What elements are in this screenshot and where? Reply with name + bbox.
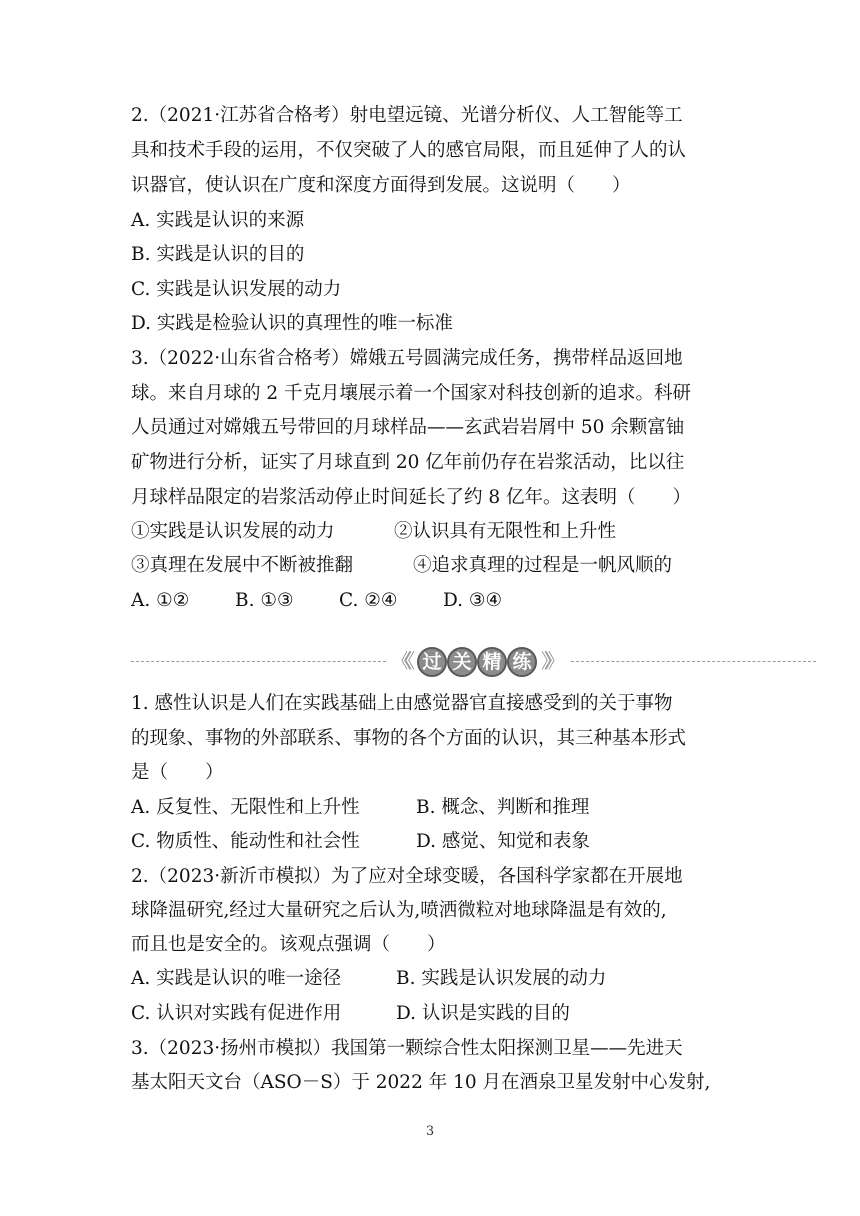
p2-option-d: D. 认识是实践的目的	[396, 1003, 570, 1024]
q3-line-3: 人员通过对嫦娥五号带回的月球样品——玄武岩岩屑中 50 余颗富铀	[131, 417, 685, 438]
p2-options-row-1	[131, 966, 606, 992]
q2-option-a: A. 实践是认识的来源	[131, 210, 305, 231]
p1-line-3: 是（ ）	[131, 762, 224, 783]
q3-line-5: 月球样品限定的岩浆活动停止时间延长了约 8 亿年。这表明（ ）	[131, 487, 692, 508]
banner-char-2: 关	[447, 647, 477, 677]
chevron-right-icon: 》》	[541, 649, 559, 673]
q3-option-d: D. ③④	[443, 590, 503, 611]
p2-line-2: 球降温研究,经过大量研究之后认为,喷洒微粒对地球降温是有效的,	[131, 900, 667, 921]
q2-option-c: C. 实践是认识发展的动力	[131, 279, 342, 300]
p1-options-row-1	[131, 795, 589, 821]
q3-item-3: ③真理在发展中不断被推翻	[131, 555, 354, 576]
p3-line-2: 基太阳天文台（ASO－S）于 2022 年 10 月在酒泉卫星发射中心发射,	[131, 1072, 711, 1093]
q3-option-c: C. ②④	[339, 590, 398, 611]
p1-options-row-2	[131, 829, 590, 855]
q3-options	[131, 588, 502, 614]
p3-line-1: 3.（2023·扬州市模拟）我国第一颗综合性太阳探测卫星——先进天	[131, 1038, 683, 1059]
q2-line-1: 2.（2021·江苏省合格考）射电望远镜、光谱分析仪、人工智能等工	[131, 105, 683, 126]
q2-option-d: D. 实践是检验认识的真理性的唯一标准	[131, 313, 453, 334]
p1-option-a: A. 反复性、无限性和上升性	[131, 797, 360, 818]
section-divider	[131, 645, 816, 679]
p1-option-c: C. 物质性、能动性和社会性	[131, 831, 360, 852]
q3-item-1: ①实践是认识发展的动力	[131, 521, 335, 542]
p2-option-c: C. 认识对实践有促进作用	[131, 1003, 342, 1024]
divider-dash-right	[571, 661, 816, 662]
q3-items-row-2	[131, 553, 672, 579]
q3-line-4: 矿物进行分析，证实了月球直到 20 亿年前仍存在岩浆活动，比以往	[131, 452, 685, 473]
banner-char-1: 过	[417, 647, 447, 677]
section-banner	[391, 645, 566, 679]
p2-line-1: 2.（2023·新沂市模拟）为了应对全球变暖，各国科学家都在开展地	[131, 866, 683, 887]
q3-item-2: ②认识具有无限性和上升性	[394, 521, 617, 542]
q3-option-b: B. ①③	[235, 590, 294, 611]
p2-line-3: 而且也是安全的。该观点强调（ ）	[131, 934, 446, 955]
divider-dash-left	[131, 661, 386, 662]
q2-line-3: 识器官，使认识在广度和深度方面得到发展。这说明（ ）	[131, 175, 631, 196]
q3-line-1: 3.（2022·山东省合格考）嫦娥五号圆满完成任务，携带样品返回地	[131, 348, 683, 369]
page-number: 3	[425, 1124, 435, 1139]
q3-line-2: 球。来自月球的 2 千克月壤展示着一个国家对科技创新的追求。科研	[131, 383, 692, 404]
chevron-left-icon: 《《	[391, 649, 409, 673]
p1-line-1: 1. 感性认识是人们在实践基础上由感觉器官直接感受到的关于事物	[131, 693, 673, 714]
p2-option-a: A. 实践是认识的唯一途径	[131, 968, 342, 989]
q3-items-row-1	[131, 519, 616, 545]
p2-options-row-2	[131, 1001, 570, 1027]
q2-line-2: 具和技术手段的运用，不仅突破了人的感官局限，而且延伸了人的认	[131, 140, 687, 161]
banner-char-3: 精	[477, 647, 507, 677]
q3-option-a: A. ①②	[131, 590, 190, 611]
banner-char-4: 练	[507, 647, 537, 677]
p1-line-2: 的现象、事物的外部联系、事物的各个方面的认识，其三种基本形式	[131, 728, 687, 749]
q2-option-b: B. 实践是认识的目的	[131, 244, 305, 265]
p2-option-b: B. 实践是认识发展的动力	[396, 968, 607, 989]
p1-option-d: D. 感觉、知觉和表象	[416, 831, 590, 852]
p1-option-b: B. 概念、判断和推理	[416, 797, 590, 818]
q3-item-4: ④追求真理的过程是一帆风顺的	[413, 555, 673, 576]
